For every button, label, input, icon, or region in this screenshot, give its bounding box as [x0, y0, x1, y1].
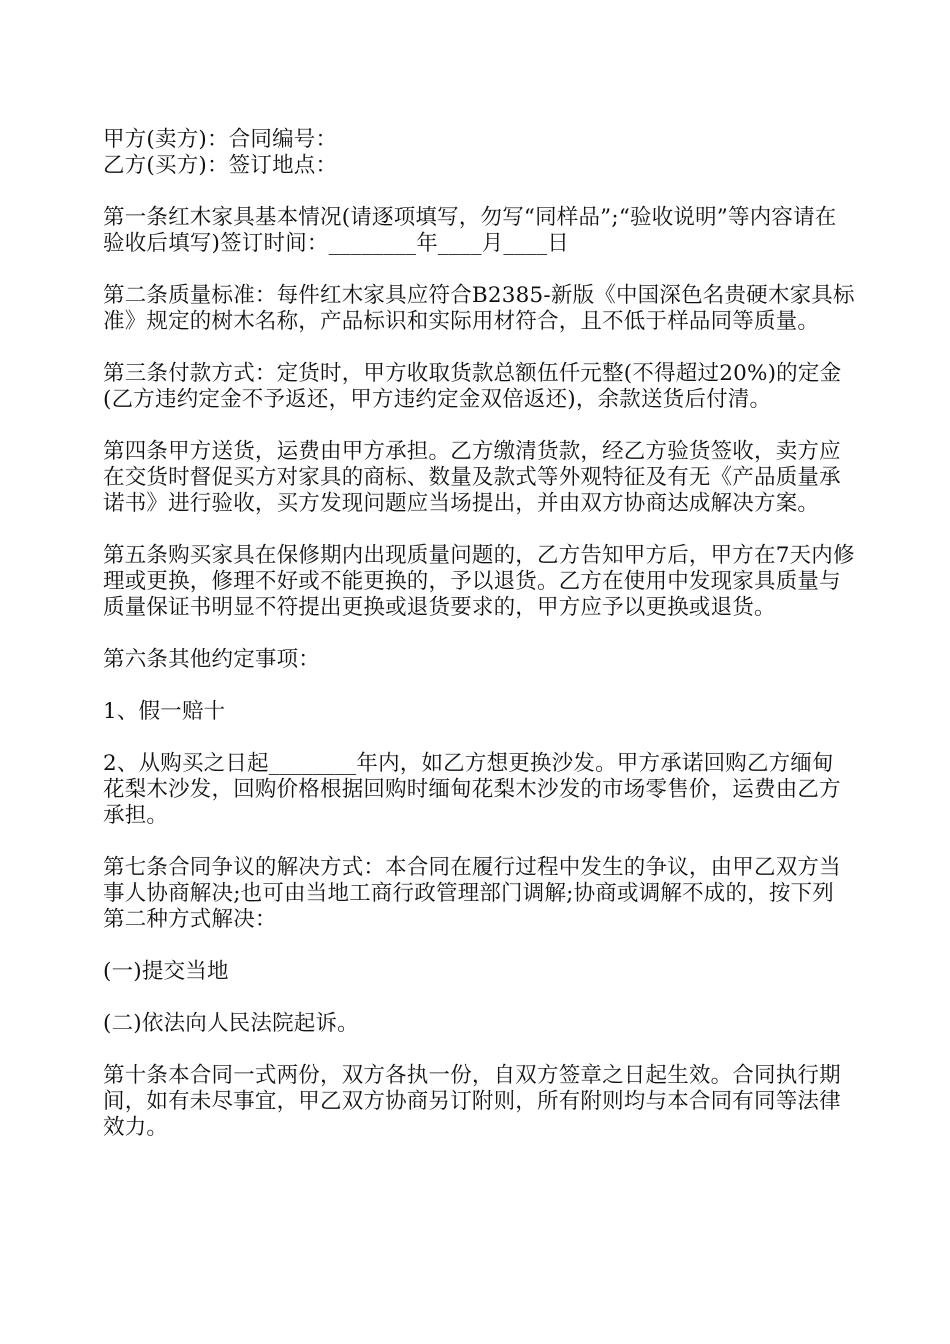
- article-5: 第五条购买家具在保修期内出现质量问题的，乙方告知甲方后，甲方在7天内修理或更换，修理不好或不能更换的，予以退货。乙方在使用中发现家具质量与质量保证书明显不符提出更换或退货要求的，甲方应予以更换或退货。: [103, 543, 855, 620]
- party-b-line: 乙方(买方)：签订地点：: [103, 153, 338, 178]
- article-7-method: 第二种方式解决：: [103, 907, 277, 932]
- item-1: 1、假一赔十: [103, 699, 226, 724]
- article-2: 第二条质量标准：每件红木家具应符合B2385-新版《中国深色名贵硬木家具标准》规定的树木名称，产品标识和实际用材符合，且不低于样品同等质量。: [103, 283, 855, 334]
- article-1: 第一条红木家具基本情况(请逐项填写，勿写“同样品”;“验收说明”等内容请在验收后填写)签订时间：________年____月____日: [103, 205, 837, 256]
- contract-document: [103, 127, 855, 1167]
- article-10: 第十条本合同一式两份，双方各执一份，自双方签章之日起生效。合同执行期间，如有未尽事宜，甲乙双方协商另订附则，所有附则均与本合同有同等法律效力。: [103, 1063, 841, 1140]
- option-1: (一)提交当地: [103, 959, 229, 984]
- header-block: [103, 127, 855, 179]
- article-7: [103, 855, 855, 933]
- article-7-text: 第七条合同争议的解决方式：本合同在履行过程中发生的争议，由甲乙双方当事人协商解决;也可由当地工商行政管理部门调解;协商或调解不成的，按下列: [103, 855, 841, 906]
- article-4: 第四条甲方送货，运费由甲方承担。乙方缴清货款，经乙方验货签收，卖方应在交货时督促买方对家具的商标、数量及款式等外观特征及有无《产品质量承诺书》进行验收，买方发现问题应当场提出，并由双方协商达成解决方案。: [103, 439, 841, 516]
- item-2: 2、从购买之日起________年内，如乙方想更换沙发。甲方承诺回购乙方缅甸花梨木沙发，回购价格根据回购时缅甸花梨木沙发的市场零售价，运费由乙方承担。: [103, 751, 841, 828]
- article-6: 第六条其他约定事项：: [103, 647, 321, 672]
- party-a-line: 甲方(卖方)：合同编号：: [103, 127, 338, 152]
- option-2: (二)依法向人民法院起诉。: [103, 1011, 359, 1036]
- article-3: 第三条付款方式：定货时，甲方收取货款总额伍仟元整(不得超过20%)的定金(乙方违约定金不予返还，甲方违约定金双倍返还)，余款送货后付清。: [103, 361, 842, 412]
